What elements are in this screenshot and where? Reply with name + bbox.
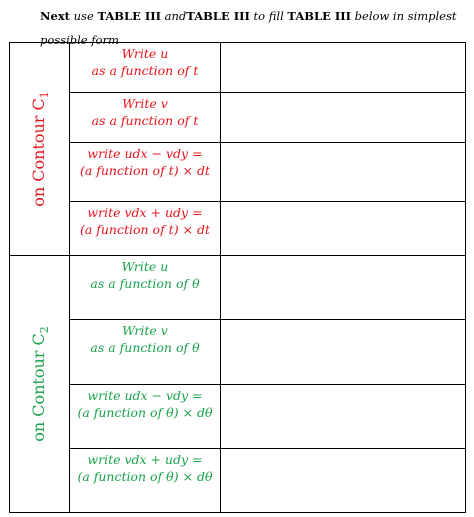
instr-table-b: TABLE III xyxy=(186,9,250,23)
answer-cell[interactable] xyxy=(221,43,466,93)
table-iii xyxy=(9,42,466,513)
table-row xyxy=(10,320,466,384)
table-row xyxy=(10,448,466,512)
table-row xyxy=(10,143,466,201)
answer-cell[interactable] xyxy=(221,384,466,448)
instructions-line-1 xyxy=(40,4,470,28)
instr-table-c: TABLE III xyxy=(287,9,351,23)
answer-cell[interactable] xyxy=(221,320,466,384)
contour-1-task-4: write vdx + udy = (a function of t) × dt xyxy=(70,201,221,255)
contour-1-task-2: Write v as a function of t xyxy=(70,93,221,143)
answer-cell[interactable] xyxy=(221,143,466,201)
instr-table-a: TABLE III xyxy=(97,9,162,23)
contour-1-task-1: Write u as a function of t xyxy=(70,43,221,93)
contour-1-label-cell xyxy=(10,43,70,256)
answer-cell[interactable] xyxy=(221,448,466,512)
answer-cell[interactable] xyxy=(221,256,466,320)
contour-2-task-3: write udx − vdy = (a function of θ) × dθ xyxy=(70,384,221,448)
instructions-line-2: possible form xyxy=(40,33,119,47)
contour-1-label: on Contour $C_1$ xyxy=(28,91,51,207)
instr-to-fill: to fill xyxy=(249,9,288,23)
instr-below: below in simplest xyxy=(351,9,457,23)
contour-2-task-1: Write u as a function of θ xyxy=(70,256,221,320)
instr-next: Next xyxy=(40,9,70,23)
contour-2-label-cell xyxy=(10,256,70,513)
table-row xyxy=(10,93,466,143)
contour-2-task-4: write vdx + udy = (a function of θ) × dθ xyxy=(70,448,221,512)
table-row xyxy=(10,201,466,255)
instr-and: and xyxy=(161,9,187,23)
table-row xyxy=(10,256,466,320)
answer-cell[interactable] xyxy=(221,93,466,143)
contour-2-label: on Contour $C_2$ xyxy=(28,326,51,442)
contour-1-task-3: write udx − vdy = (a function of t) × dt xyxy=(70,143,221,201)
table-row xyxy=(10,43,466,93)
table-row xyxy=(10,384,466,448)
instr-use: use xyxy=(70,9,98,23)
answer-cell[interactable] xyxy=(221,201,466,255)
contour-2-task-2: Write v as a function of θ xyxy=(70,320,221,384)
